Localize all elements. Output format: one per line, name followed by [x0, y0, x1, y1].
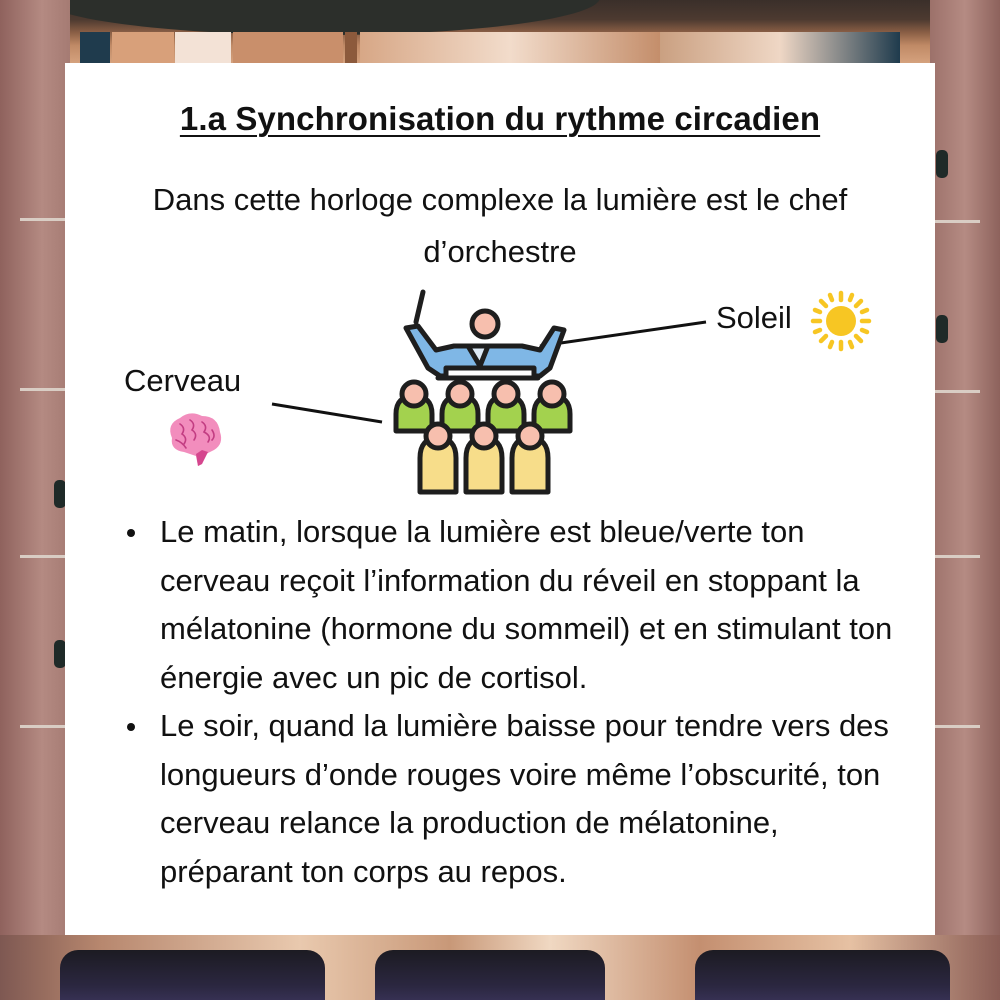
background-sunglasses: [60, 950, 325, 1000]
list-item: [120, 508, 910, 702]
bullet-list: [120, 508, 910, 896]
background-shelf: [935, 220, 980, 223]
background-sunglasses: [695, 950, 950, 1000]
orchestra-conductor-icon: [388, 286, 588, 500]
background-stripe: [233, 32, 343, 65]
background-stripe: [112, 32, 174, 65]
background-shelf: [20, 218, 65, 221]
background-shelf: [935, 390, 980, 393]
list-item-text: Le matin, lorsque la lumière est bleue/verte ton cerveau reçoit l’information du réveil en stoppant la mélatonine (hormone du sommeil) et en stimulant ton énergie avec un pic de cortisol.: [160, 514, 893, 695]
bullet-dot-icon: [127, 723, 135, 731]
background-stripe: [660, 32, 900, 65]
background-stripe: [360, 32, 660, 65]
list-item: [120, 702, 910, 896]
background-object: [936, 150, 948, 178]
list-item-text: Le soir, quand la lumière baisse pour tendre vers des longueurs d’onde rouges voire même l’obscurité, ton cerveau relance la production de mélatonine, préparant ton corps au repos.: [160, 708, 889, 889]
background-shelf: [935, 725, 980, 728]
background-sunglasses: [375, 950, 605, 1000]
background-shelf: [20, 725, 65, 728]
sun-label: Soleil: [716, 300, 792, 335]
bullet-dot-icon: [127, 529, 135, 537]
sun-icon: [810, 290, 872, 352]
background-stripe: [80, 32, 110, 65]
brain-icon: [162, 410, 226, 468]
background-stripe: [175, 32, 231, 65]
page-title: 1.a Synchronisation du rythme circadien: [179, 100, 821, 137]
background-object: [936, 315, 948, 343]
intro-text: Dans cette horloge complexe la lumière est le chef d’orchestre: [152, 182, 848, 269]
background-stripe: [345, 32, 357, 65]
background-shelf: [20, 388, 65, 391]
background-shelf: [935, 555, 980, 558]
background-shelf: [20, 555, 65, 558]
brain-label: Cerveau: [124, 363, 242, 398]
